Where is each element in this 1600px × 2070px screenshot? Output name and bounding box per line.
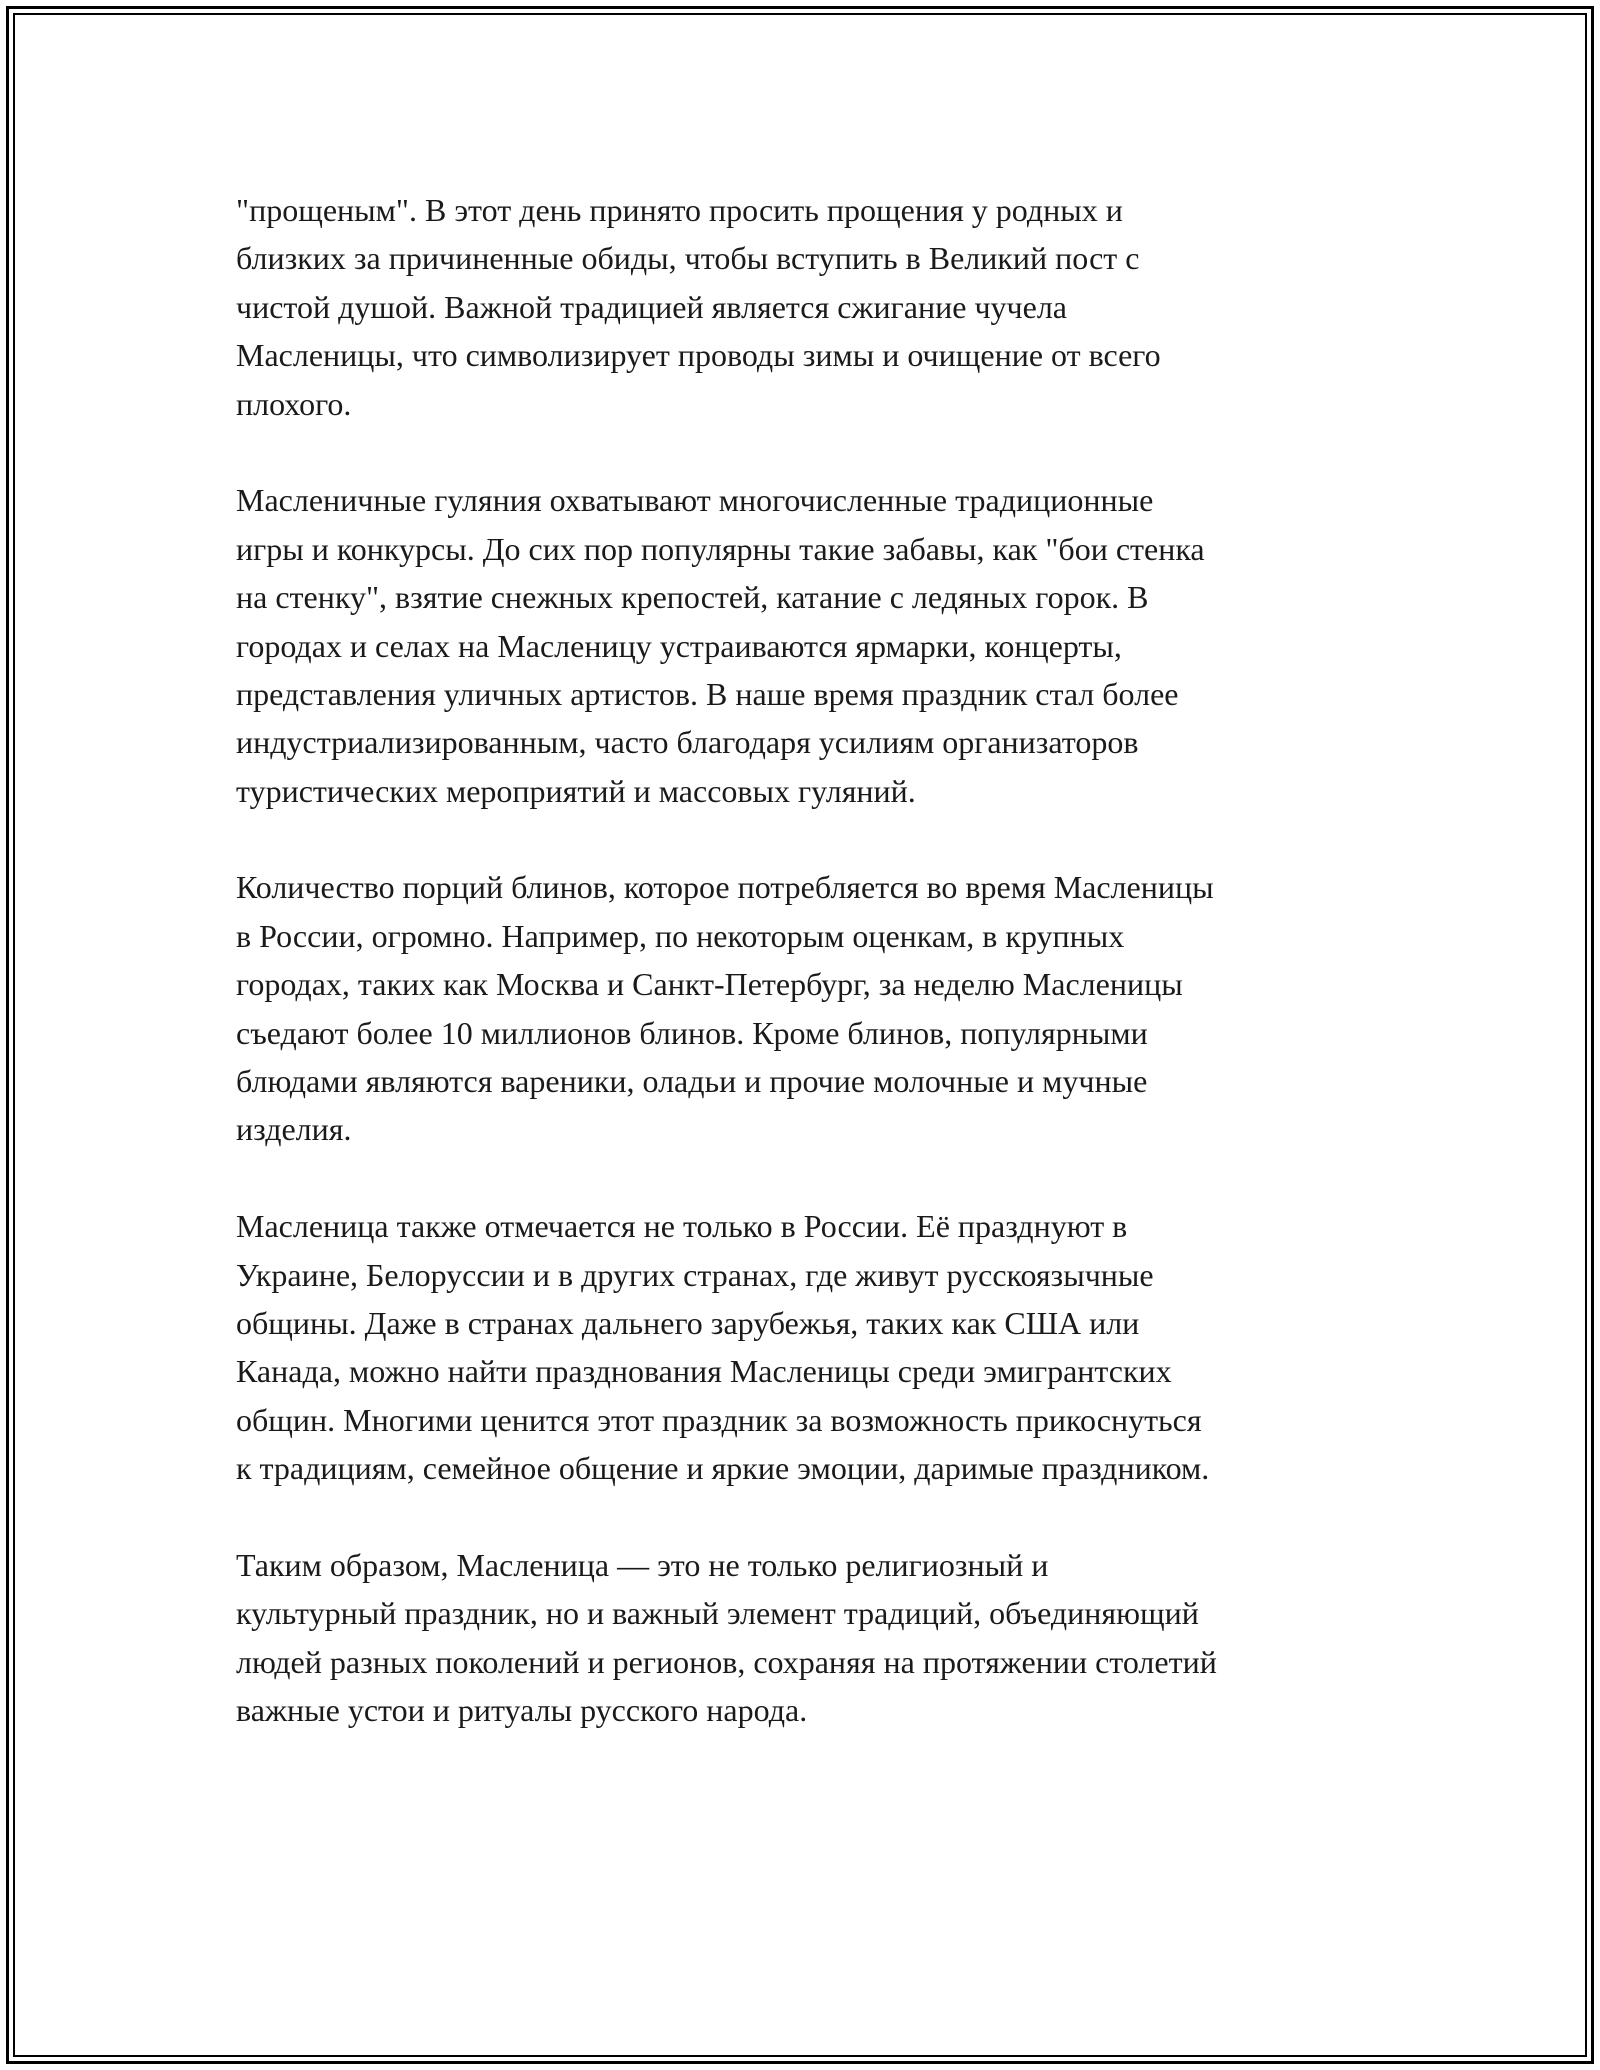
text-line: близких за причиненные обиды, чтобы вступить в Великий пост с bbox=[236, 240, 1140, 277]
paragraph-4 bbox=[236, 1202, 1376, 1492]
text-line: Таким образом, Масленица — это не только религиозный и bbox=[236, 1546, 1049, 1583]
text-line: Количество порций блинов, которое потребляется во время Масленицы bbox=[236, 869, 1214, 906]
text-line: Украине, Белоруссии и в других странах, где живут русскоязычные bbox=[236, 1256, 1154, 1293]
text-line: чистой душой. Важной традицией является сжигание чучела bbox=[236, 288, 1067, 325]
paragraph-3 bbox=[236, 863, 1376, 1153]
text-line: Масленица также отмечается не только в России. Её празднуют в bbox=[236, 1208, 1128, 1245]
text-line: туристических мероприятий и массовых гуляний. bbox=[236, 772, 916, 809]
text-line: блюдами являются вареники, оладьи и прочие молочные и мучные bbox=[236, 1063, 1148, 1100]
text-line: общин. Многими ценится этот праздник за возможность прикоснуться bbox=[236, 1401, 1202, 1438]
text-line: Канада, можно найти празднования Масленицы среди эмигрантских bbox=[236, 1353, 1172, 1390]
text-line: плохого. bbox=[236, 385, 352, 422]
text-line: культурный праздник, но и важный элемент традиций, объединяющий bbox=[236, 1595, 1199, 1632]
text-line: изделия. bbox=[236, 1111, 352, 1148]
text-line: городах и селах на Масленицу устраиваются ярмарки, концерты, bbox=[236, 627, 1122, 664]
text-line: Масленичные гуляния охватывают многочисленные традиционные bbox=[236, 482, 1154, 519]
paragraph-1 bbox=[236, 186, 1376, 428]
text-line: съедают более 10 миллионов блинов. Кроме блинов, популярными bbox=[236, 1014, 1148, 1051]
text-line: в России, огромно. Например, по некоторым оценкам, в крупных bbox=[236, 917, 1125, 954]
text-line: игры и конкурсы. До сих пор популярны такие забавы, как "бои стенка bbox=[236, 530, 1205, 567]
document-body bbox=[236, 186, 1376, 1735]
text-line: важные устои и ритуалы русского народа. bbox=[236, 1692, 808, 1729]
paragraph-5 bbox=[236, 1541, 1376, 1735]
text-line: на стенку", взятие снежных крепостей, катание с ледяных горок. В bbox=[236, 579, 1149, 616]
text-line: представления уличных артистов. В наше время праздник стал более bbox=[236, 675, 1179, 712]
text-line: городах, таких как Москва и Санкт-Петербург, за неделю Масленицы bbox=[236, 966, 1183, 1003]
text-line: Масленицы, что символизирует проводы зимы и очищение от всего bbox=[236, 337, 1161, 374]
text-line: общины. Даже в странах дальнего зарубежья, таких как США или bbox=[236, 1304, 1140, 1341]
text-line: людей разных поколений и регионов, сохраняя на протяжении столетий bbox=[236, 1643, 1217, 1680]
text-line: "прощеным". В этот день принято просить прощения у родных и bbox=[236, 192, 1123, 228]
paragraph-2 bbox=[236, 476, 1376, 815]
text-line: индустриализированным, часто благодаря усилиям организаторов bbox=[236, 724, 1139, 761]
text-line: к традициям, семейное общение и яркие эмоции, даримые праздником. bbox=[236, 1450, 1210, 1487]
